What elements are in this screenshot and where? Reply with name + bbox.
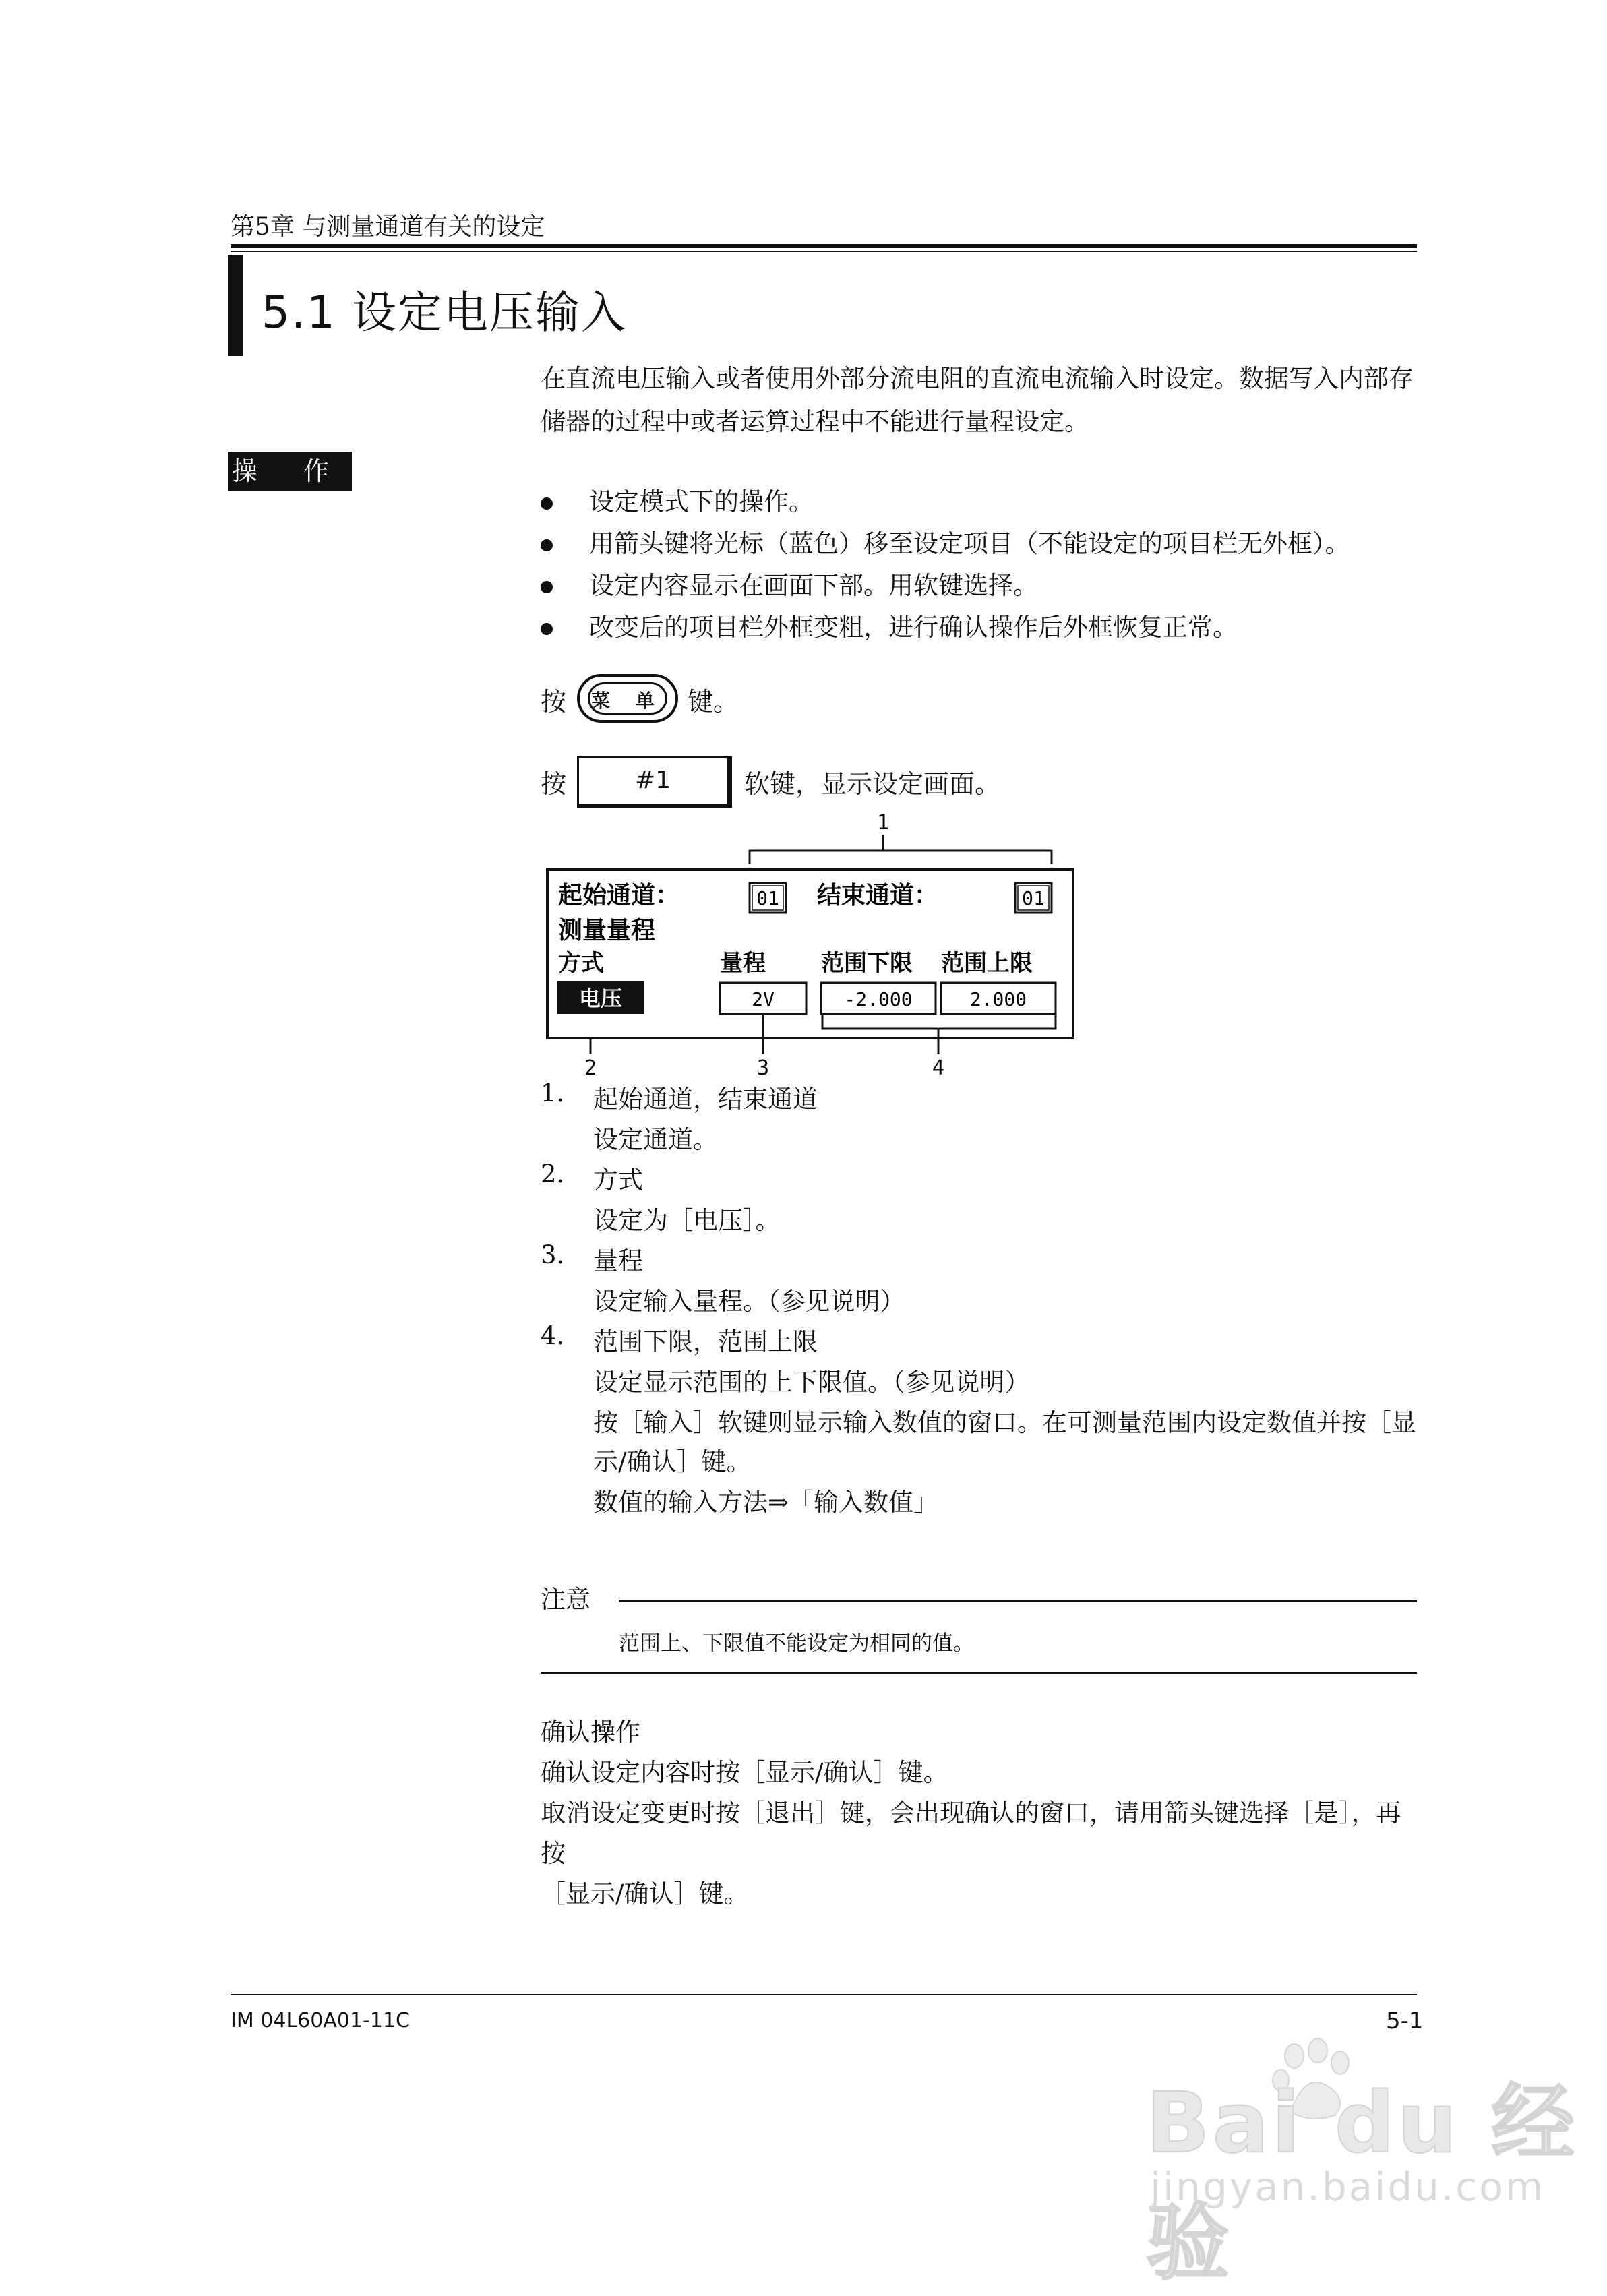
lower-limit-column-header: 范围下限 <box>821 950 913 977</box>
note-text: 范围上、下限值不能设定为相同的值。 <box>619 1631 974 1656</box>
note-rule-top <box>619 1600 1417 1602</box>
item-number: 1. <box>541 1079 565 1108</box>
chapter-header: 第5章 与测量通道有关的设定 <box>231 213 545 241</box>
item-number: 4. <box>541 1321 565 1350</box>
item-description: 示/确认］键。 <box>593 1447 752 1476</box>
bullet-list <box>541 481 1417 648</box>
bullet-item: 改变后的项目栏外框变粗，进行确认操作后外框恢复正常。 <box>541 607 1417 648</box>
range-value: 2V <box>752 988 775 1010</box>
softkey-1-button[interactable]: #1 <box>577 756 732 808</box>
item-description: 设定通道。 <box>593 1125 718 1154</box>
operation-tab: 操 作 <box>228 452 352 491</box>
mode-column-header: 方式 <box>558 950 604 977</box>
bullet-item: 设定模式下的操作。 <box>541 481 1417 523</box>
bullet-dot <box>541 623 553 635</box>
settings-screen-diagram <box>539 809 1092 1079</box>
step1-suffix: 键。 <box>688 687 739 717</box>
callout-1-bracket <box>750 851 1052 864</box>
document-id: IM 04L60A01-11C <box>231 2009 410 2032</box>
end-channel-label: 结束通道： <box>817 882 939 909</box>
item-title: 范围下限，范围上限 <box>593 1327 818 1356</box>
measurement-range-label: 测量量程 <box>558 917 656 944</box>
bullet-dot <box>541 581 553 593</box>
intro-paragraph: 在直流电压输入或者使用外部分流电阻的直流电流输入时设定。数据写入内部存储器的过程中或者运算过程中不能进行量程设定。 <box>541 364 1414 436</box>
note-label: 注意 <box>541 1585 590 1614</box>
step2-prefix: 按 <box>541 769 567 799</box>
header-rule-thin <box>231 251 1417 252</box>
confirm-line: ［显示/确认］键。 <box>541 1879 749 1908</box>
confirm-line: 确认设定内容时按［显示/确认］键。 <box>541 1758 948 1787</box>
section-title: 5.1 设定电压输入 <box>262 286 627 338</box>
step2-suffix: 软键，显示设定画面。 <box>744 769 1001 799</box>
item-title: 量程 <box>593 1246 643 1275</box>
page-number: 5-1 <box>1386 2007 1424 2034</box>
callout-4: 4 <box>932 1056 945 1079</box>
item-description: 按［输入］软键则显示输入数值的窗口。在可测量范围内设定数值并按［显 <box>593 1408 1416 1437</box>
note-rule-bottom <box>541 1672 1417 1674</box>
range-column-header: 量程 <box>720 950 766 977</box>
bullet-dot <box>541 497 553 510</box>
item-description: 设定为［电压］。 <box>593 1206 781 1235</box>
footer-rule <box>231 1994 1417 1995</box>
item-number: 3. <box>541 1240 565 1269</box>
bullet-item: 设定内容显示在画面下部。用软键选择。 <box>541 565 1417 607</box>
lower-limit-value: -2.000 <box>844 988 913 1010</box>
item-title: 起始通道，结束通道 <box>593 1085 818 1114</box>
callout-3: 3 <box>756 1056 770 1079</box>
title-bar <box>228 255 243 356</box>
upper-limit-column-header: 范围上限 <box>941 950 1033 977</box>
confirm-title: 确认操作 <box>541 1718 640 1747</box>
end-channel-value: 01 <box>1022 887 1045 909</box>
mode-value: 电压 <box>578 986 623 1011</box>
item-description: 设定输入量程。（参见说明） <box>593 1287 905 1316</box>
confirm-section <box>541 1712 1424 1914</box>
upper-limit-value: 2.000 <box>969 988 1027 1010</box>
watermark-url: jingyan.baidu.com <box>1150 2164 1546 2210</box>
item-description: 设定显示范围的上下限值。（参见说明） <box>593 1368 1030 1397</box>
item-description: 数值的输入方法⇒「输入数值」 <box>593 1488 939 1517</box>
item-number: 2. <box>541 1159 565 1188</box>
start-channel-label: 起始通道： <box>558 882 680 909</box>
step1-prefix: 按 <box>541 687 567 717</box>
header-rule-thick <box>231 244 1417 248</box>
item-title: 方式 <box>593 1166 643 1195</box>
watermark-logo: Bai du 经验 <box>1146 2075 1578 2292</box>
callout-1: 1 <box>876 811 890 835</box>
confirm-line: 取消设定变更时按［退出］键，会出现确认的窗口，请用箭头键选择［是］，再按 <box>541 1799 1401 1868</box>
start-channel-value: 01 <box>756 887 779 909</box>
menu-key-label: 菜 单 <box>588 682 667 715</box>
bullet-item: 用箭头键将光标（蓝色）移至设定项目（不能设定的项目栏无外框）。 <box>541 523 1417 565</box>
menu-key-button[interactable] <box>577 674 678 723</box>
bullet-dot <box>541 539 553 551</box>
callout-2: 2 <box>584 1056 597 1079</box>
